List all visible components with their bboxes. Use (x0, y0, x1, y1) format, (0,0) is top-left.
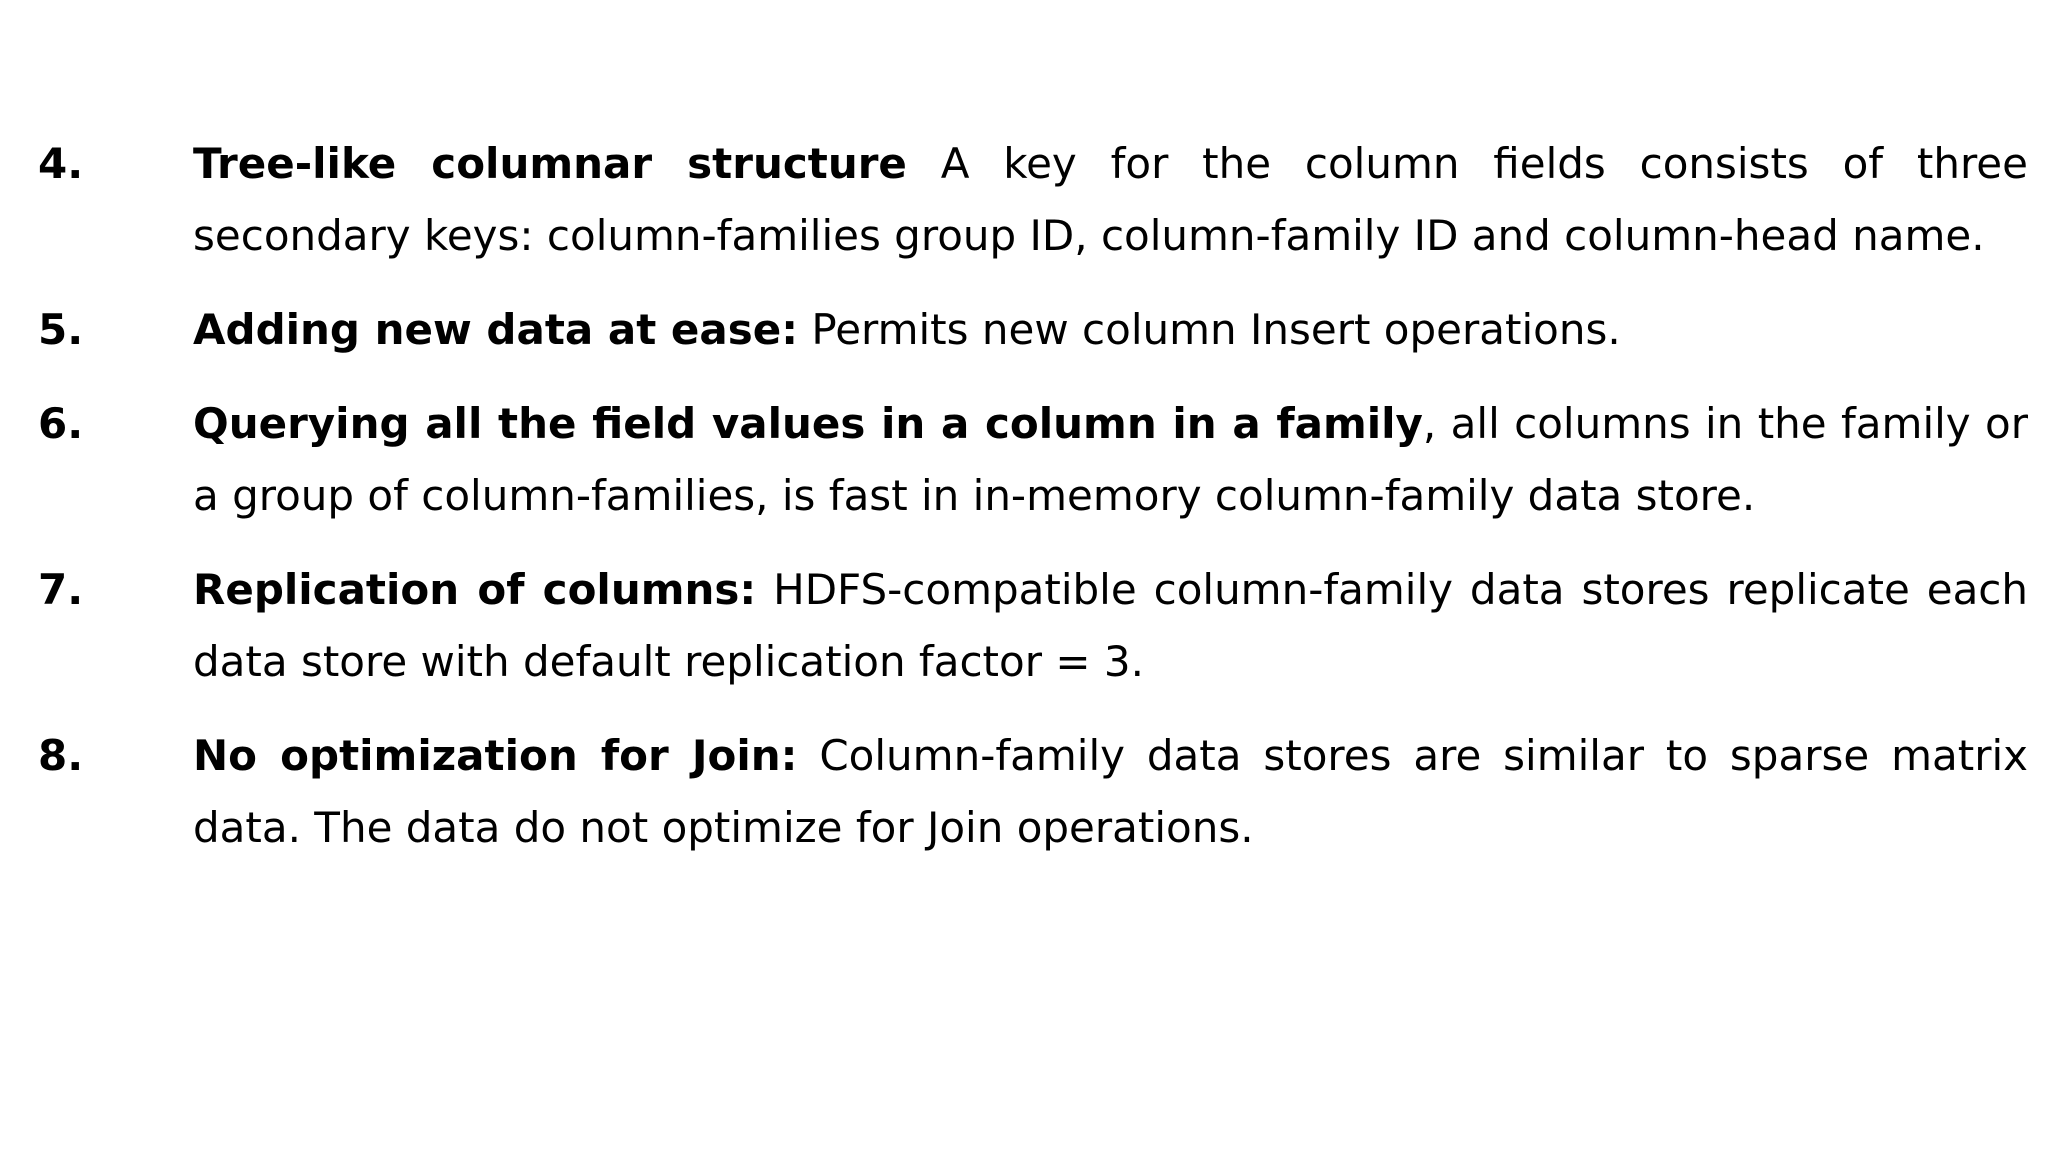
item-term: No optimization for Join: (193, 731, 798, 780)
item-term: Tree-like columnar structure (193, 139, 907, 188)
item-body (193, 720, 2028, 864)
item-number: 4. (38, 139, 84, 188)
item-number: 8. (38, 731, 84, 780)
list-item (38, 388, 2028, 532)
list-item (38, 720, 2028, 864)
item-text: Column-family data stores are similar to sparse matrix data. The data do not optimize for Join operations. (193, 731, 2028, 852)
item-separator (907, 139, 941, 188)
item-separator: , (1422, 399, 1451, 448)
item-number: 5. (38, 305, 84, 354)
item-term: Querying all the field values in a column in a family (193, 399, 1423, 448)
list-item (38, 128, 2028, 272)
list-item (38, 554, 2028, 698)
list-item (38, 294, 2028, 366)
item-separator (797, 731, 819, 780)
item-body (193, 554, 2028, 698)
item-text: Permits new column Insert operations. (811, 305, 1621, 354)
item-term: Adding new data at ease: (193, 305, 799, 354)
item-text: HDFS-compatible column-family data stores replicate each data store with default replication factor = 3. (193, 565, 2029, 686)
item-number: 7. (38, 565, 84, 614)
item-term: Replication of columns: (193, 565, 757, 614)
item-body (193, 388, 2028, 532)
item-text: all columns in the family or a group of column-families, is fast in in-memory column-family data store. (193, 399, 2028, 520)
item-separator (798, 305, 811, 354)
numbered-list (38, 128, 2028, 864)
item-body (193, 128, 2028, 272)
item-text: A key for the column fields consists of three secondary keys: column-families group ID, column-family ID and column-head name. (193, 139, 2028, 260)
item-separator (756, 565, 773, 614)
item-number: 6. (38, 399, 84, 448)
item-body (193, 294, 2028, 366)
